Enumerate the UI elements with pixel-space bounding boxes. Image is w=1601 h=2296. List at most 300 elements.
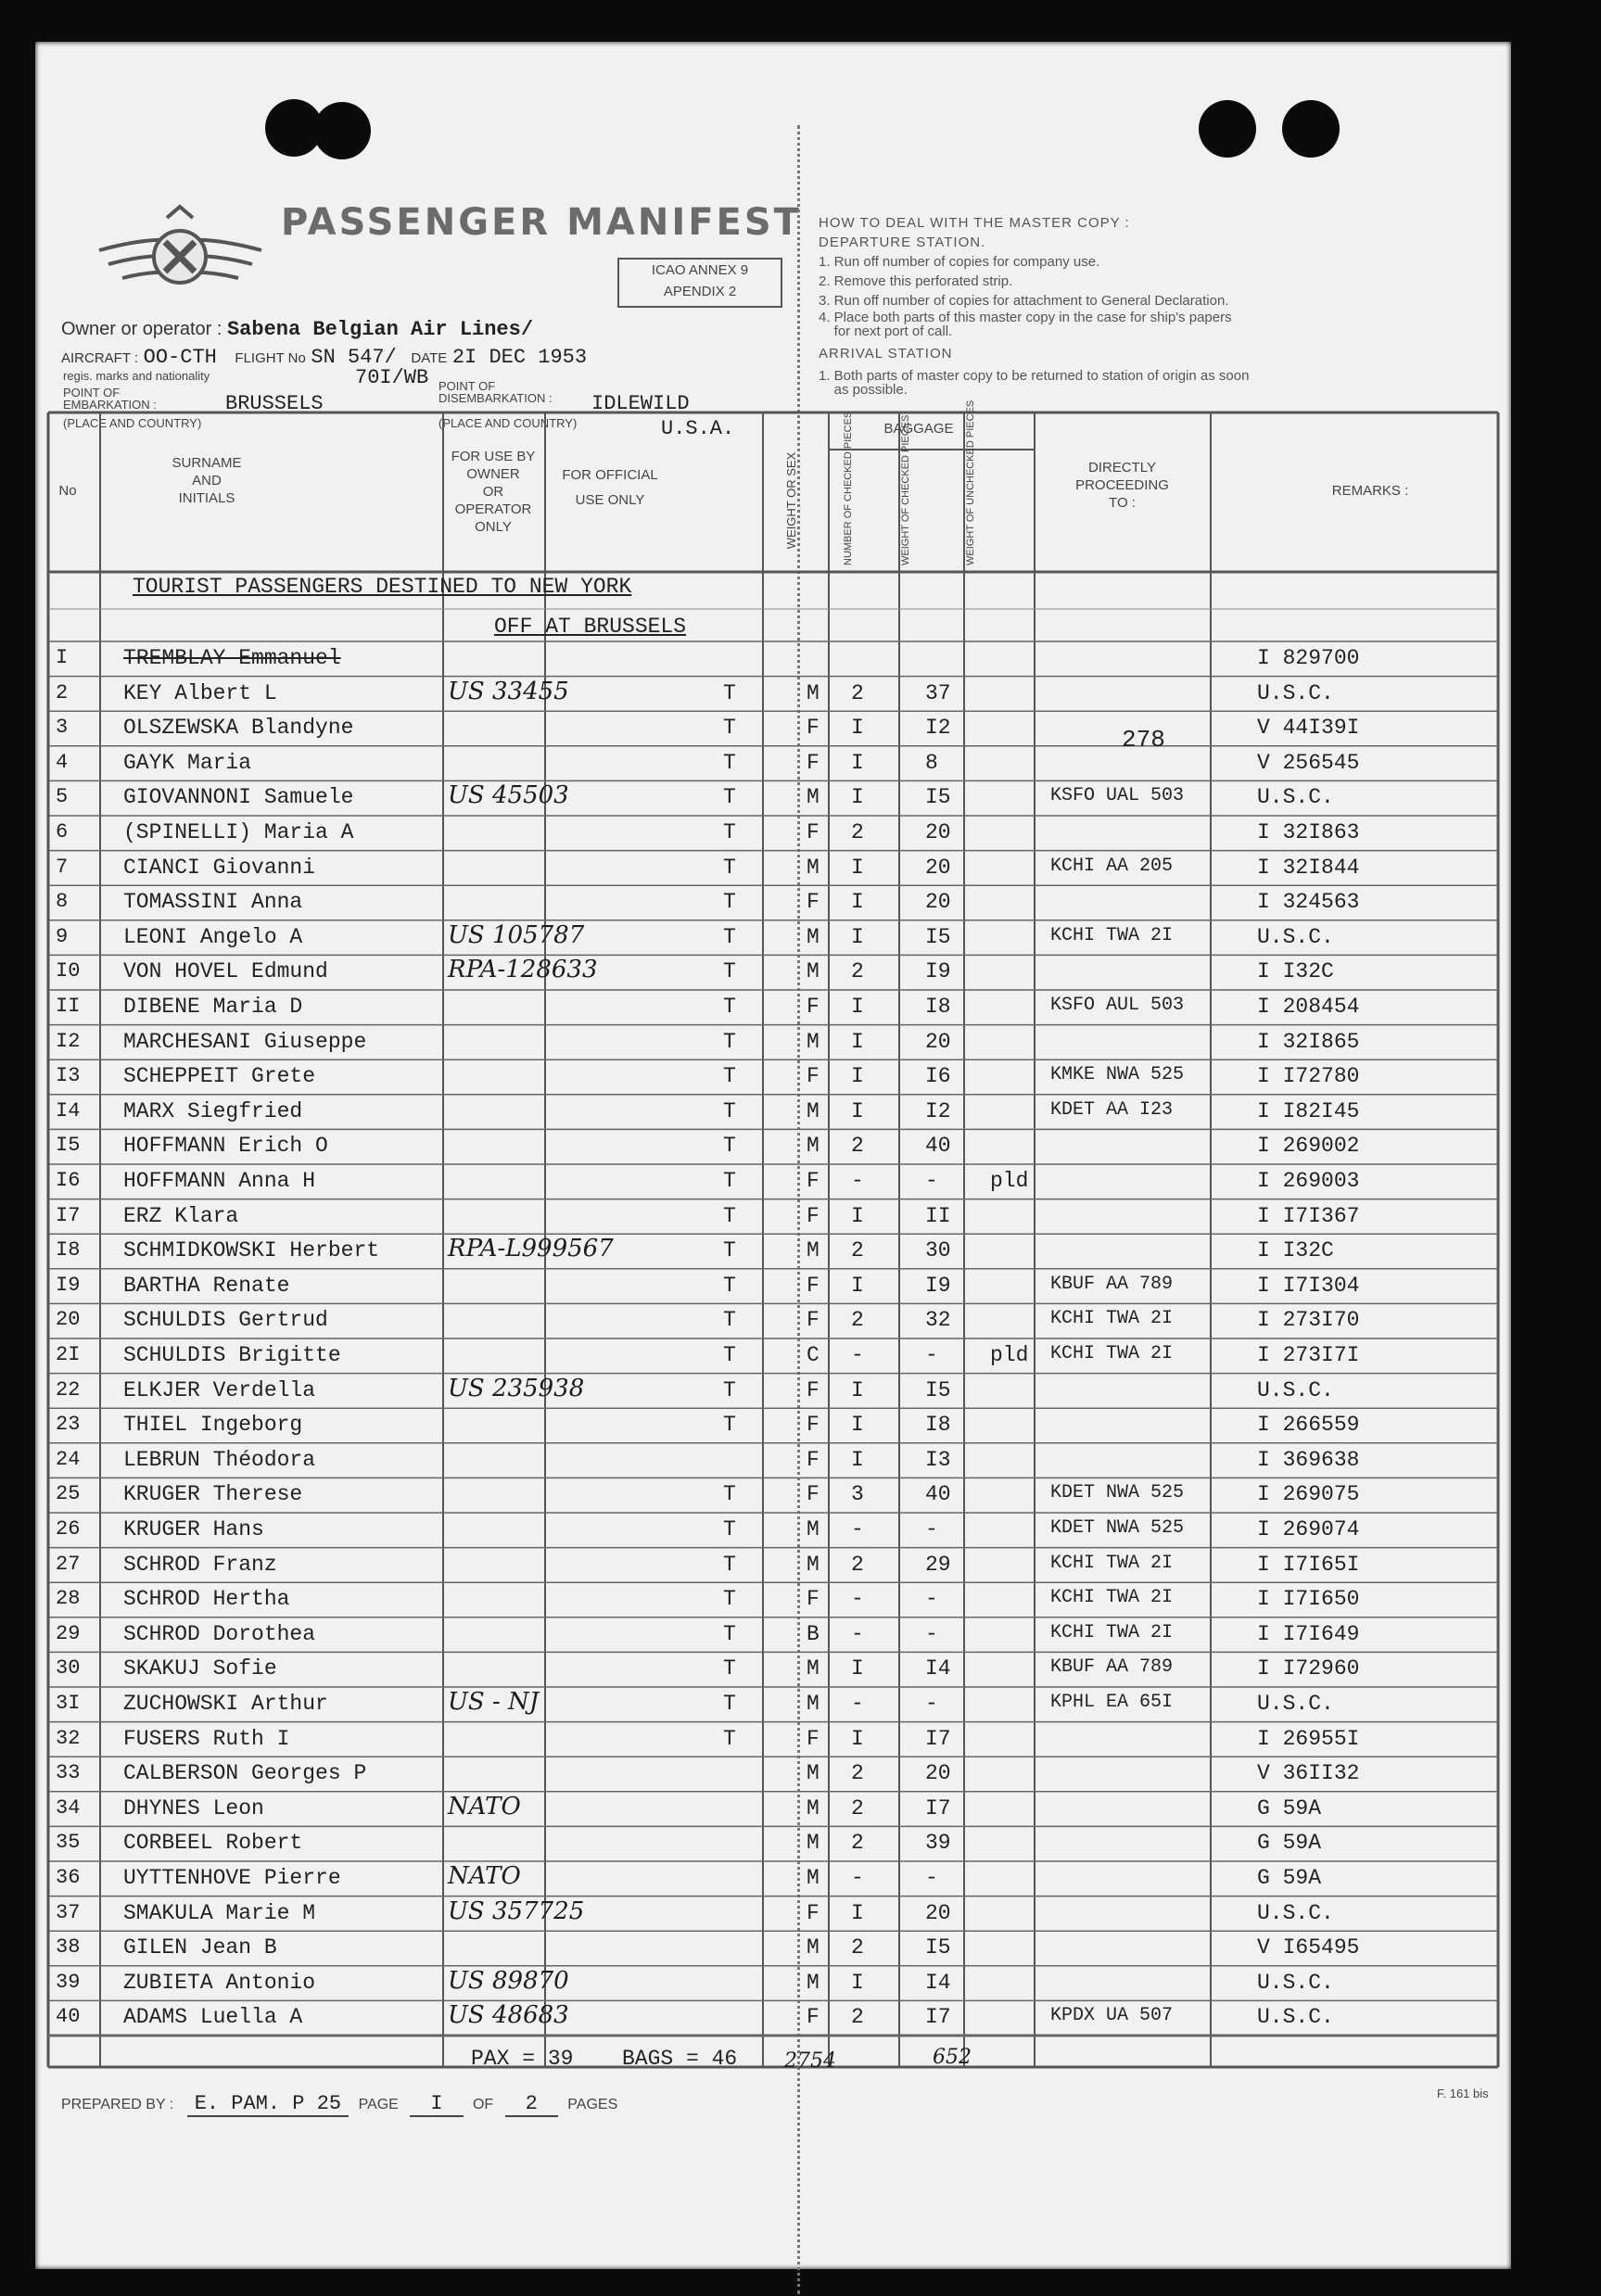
header-no: No [58,483,77,499]
sex-code: M [807,1517,820,1541]
checked-weight: I4 [925,1656,951,1681]
stamp-number: 278 [1122,726,1165,754]
proceeding-to: KBUF AA 789 [1050,1656,1174,1679]
remarks: U.S.C. [1257,924,1334,949]
checked-pieces: 2 [851,1761,864,1786]
class-code: T [723,1621,736,1646]
proceeding-to: KPDX UA 507 [1050,2005,1174,2027]
row-number: 23 [56,1413,81,1437]
row-number: 22 [56,1377,81,1402]
checked-weight: 40 [925,1482,951,1507]
checked-weight: I8 [925,995,951,1019]
total-checked: 652 [933,2046,972,2069]
checked-pieces: 3 [851,1482,864,1507]
checked-weight: I4 [925,1970,951,1995]
row-number: 3I [56,1692,81,1715]
owner-reference: NATO [448,1792,521,1820]
class-code: T [723,750,736,775]
sex-code: F [807,750,820,775]
passenger-name: ADAMS Luella A [123,2005,303,2030]
row-number: 36 [56,1866,81,1889]
remarks: G 59A [1257,1795,1322,1820]
header-proceeding [1036,459,1208,512]
row-number: I5 [56,1134,81,1158]
class-code: T [723,1203,736,1228]
remarks: I 829700 [1257,646,1360,670]
row-number: 6 [56,820,69,844]
row-number: 38 [56,1935,81,1960]
row-number: 27 [56,1552,81,1576]
checked-weight: - [925,1343,938,1367]
owner-reference: RPA-128633 [448,956,598,984]
flight-suffix: 70I/WB [355,366,429,389]
checked-weight: I2 [925,1098,951,1123]
remarks: I 266559 [1257,1413,1360,1438]
owner-reference: US 33455 [448,677,569,705]
header-owner-use [443,448,543,536]
row-number: 40 [56,2005,81,2029]
form-code: F. 161 bis [1437,2087,1489,2100]
remarks: I I32C [1257,959,1334,984]
embark-label: POINT OF EMBARKATION : [63,386,157,412]
disembark-label: POINT OF DISEMBARKATION : [438,379,553,405]
header-official [550,466,670,509]
header-checked-weight: WEIGHT OF CHECKED PIECES [900,414,911,565]
checked-pieces: I [851,1726,864,1751]
header-baggage: BAGGAGE [883,421,954,437]
sex-code: F [807,2005,820,2030]
header-line: INITIALS [178,490,235,506]
class-code: T [723,1656,736,1681]
row-number: 25 [56,1482,81,1506]
sex-code: B [807,1621,820,1646]
checked-pieces: - [851,1621,864,1646]
row-number: I [56,646,69,669]
remarks: I 269003 [1257,1169,1360,1193]
passenger-name: GIOVANNONI Samuele [123,785,354,810]
proceeding-to: KCHI TWA 2I [1050,924,1174,946]
sex-code: M [807,1692,820,1716]
remarks: I I7I304 [1257,1273,1360,1298]
sex-code: M [807,680,820,705]
header-line: OWNER [466,466,520,482]
checked-weight: 40 [925,1134,951,1159]
date-value: 2I DEC 1953 [451,346,588,369]
class-code: T [723,680,736,705]
passenger-name: CORBEEL Robert [123,1831,303,1856]
checked-weight: I9 [925,1273,951,1298]
passenger-name: UYTTENHOVE Pierre [123,1866,341,1890]
checked-weight: 20 [925,1761,951,1786]
checked-pieces: 2 [851,1552,864,1577]
proceeding-to: KCHI TWA 2I [1050,1621,1174,1643]
disembark-country: U.S.A. [661,417,735,440]
remarks: I 32I863 [1257,820,1360,844]
row-number: 26 [56,1517,81,1541]
page-label: PAGE [358,2097,399,2112]
sex-code: F [807,1900,820,1925]
row-number: 24 [56,1447,81,1471]
class-code: T [723,995,736,1019]
owner-reference: US 89870 [448,1966,569,1995]
class-code: T [723,1343,736,1367]
passenger-name: ELKJER Verdella [123,1377,316,1402]
checked-pieces: I [851,1656,864,1681]
checked-pieces: - [851,1587,864,1612]
passenger-name: SCHULDIS Brigitte [123,1343,341,1367]
total-weight: 2754 [784,2049,836,2073]
row-number: I9 [56,1273,81,1297]
row-number: 9 [56,924,69,948]
checked-pieces: - [851,1343,864,1367]
remarks: I 269002 [1257,1134,1360,1159]
checked-weight: - [925,1517,938,1541]
prepared-label: PREPARED BY : [61,2097,174,2112]
of-value: 2 [505,2092,558,2117]
sex-code: F [807,1169,820,1193]
row-number: 34 [56,1795,81,1820]
remarks: I I82I45 [1257,1098,1360,1123]
checked-weight: - [925,1587,938,1612]
remarks: I I7I649 [1257,1621,1360,1646]
instruction-item: 1. Both parts of master copy to be returned to station of origin as soon [819,368,1250,384]
passenger-name: HOFFMANN Anna H [123,1169,316,1193]
embark-value: BRUSSELS [225,392,324,415]
passenger-name: SCHULDIS Gertrud [123,1308,328,1333]
passenger-name: KEY Albert L [123,680,277,705]
class-code: T [723,1377,736,1402]
checked-pieces: I [851,1203,864,1228]
checked-pieces: I [851,924,864,949]
passenger-name: ZUCHOWSKI Arthur [123,1692,328,1716]
header-remarks: REMARKS : [1331,483,1409,499]
remarks: I I7I367 [1257,1203,1360,1228]
remarks: V 44I39I [1257,716,1360,741]
header-line: DIRECTLY [1087,460,1157,476]
remarks: I 269075 [1257,1482,1360,1507]
remarks: I 208454 [1257,995,1360,1019]
row-number: 32 [56,1726,81,1750]
disembark-value: IDLEWILD [591,392,690,415]
sex-code: F [807,1064,820,1089]
flight-value: SN 547/ [311,346,397,369]
remarks: V 256545 [1257,750,1360,775]
proceeding-to: KDET AA I23 [1050,1098,1174,1121]
passenger-name: SCHROD Franz [123,1552,277,1577]
sex-code: M [807,1866,820,1890]
sex-code: M [807,785,820,810]
remarks: I 273I7I [1257,1343,1360,1367]
sex-code: F [807,1377,820,1402]
remarks: I I72960 [1257,1656,1360,1681]
class-code: T [723,1169,736,1193]
sex-code: M [807,855,820,880]
proceeding-to: KCHI AA 205 [1050,855,1174,877]
header-checked-pieces: NUMBER OF CHECKED PIECES [843,411,854,565]
class-code: T [723,1134,736,1159]
header-line: PROCEEDING [1075,477,1169,493]
row-number: 5 [56,785,69,809]
remarks: U.S.C. [1257,1970,1334,1995]
embark-sub: (PLACE AND COUNTRY) [63,416,202,430]
checked-pieces: 2 [851,1935,864,1960]
header-line: USE ONLY [575,492,645,508]
class-code: T [723,785,736,810]
class-code: T [723,1517,736,1541]
total-bags: BAGS = 46 [622,2047,738,2071]
proceeding-to: KMKE NWA 525 [1050,1064,1185,1086]
sex-code: F [807,1308,820,1333]
checked-weight: I5 [925,1377,951,1402]
row-number: 37 [56,1900,81,1924]
sex-code: M [807,1935,820,1960]
passenger-name: ZUBIETA Antonio [123,1970,316,1995]
checked-weight: I7 [925,1795,951,1820]
proceeding-to: KCHI TWA 2I [1050,1587,1174,1609]
passenger-name: OLSZEWSKA Blandyne [123,716,354,741]
owner-reference: US 48683 [448,2001,569,2030]
proceeding-to: KCHI TWA 2I [1050,1308,1174,1330]
class-code: T [723,1098,736,1123]
page-value: I [410,2092,463,2117]
instructions-arrival: ARRIVAL STATION [819,346,953,362]
row-number: II [56,995,81,1018]
sex-code: M [807,1831,820,1856]
header-line: ONLY [475,519,512,535]
row-number: 7 [56,855,69,879]
remarks: V 36II32 [1257,1761,1360,1786]
checked-weight: - [925,1169,938,1193]
class-code: T [723,1692,736,1716]
checked-pieces: I [851,1900,864,1925]
sex-code: M [807,1970,820,1995]
row-number: 28 [56,1587,81,1611]
of-label: OF [472,2097,494,2112]
passenger-name: LEONI Angelo A [123,924,303,949]
sex-code: M [807,959,820,984]
header-line: FOR USE BY [451,449,536,464]
checked-pieces: I [851,1377,864,1402]
passenger-name: MARCHESANI Giuseppe [123,1029,367,1054]
checked-weight: 8 [925,750,938,775]
checked-weight: 20 [925,1900,951,1925]
remarks: I I32C [1257,1238,1334,1263]
remarks: I 273I70 [1257,1308,1360,1333]
checked-weight: I5 [925,1935,951,1960]
sex-code: M [807,1656,820,1681]
instruction-item: 4. Place both parts of this master copy in the case for ship's papers [819,310,1232,325]
instruction-item: for next port of call. [819,323,953,339]
checked-weight: 20 [925,855,951,880]
sex-code: M [807,1552,820,1577]
owner-reference: RPA-L999567 [448,1235,614,1263]
passenger-name: HOFFMANN Erich O [123,1134,328,1159]
checked-weight: 29 [925,1552,951,1577]
sex-code: F [807,716,820,741]
owner-label: Owner or operator : [61,319,222,339]
row-number: 8 [56,890,69,914]
row-number: 39 [56,1970,81,1994]
class-code: T [723,1552,736,1577]
sex-code: M [807,1761,820,1786]
proceeding-to: KDET NWA 525 [1050,1517,1185,1539]
sex-code: M [807,1098,820,1123]
passenger-name: TREMBLAY Emmanuel [123,646,341,670]
checked-weight: 20 [925,1029,951,1054]
row-number: I2 [56,1029,81,1053]
sex-code: F [807,1726,820,1751]
header-line: SURNAME [172,455,242,471]
row-number: 30 [56,1656,81,1681]
sex-code: F [807,1203,820,1228]
passenger-name: SCHMIDKOWSKI Herbert [123,1238,380,1263]
remarks: I I7I65I [1257,1552,1360,1577]
date-label: DATE [411,350,448,366]
prepared-value: E. PAM. P 25 [187,2092,349,2117]
owner-reference: US - NJ [448,1688,540,1716]
checked-pieces: - [851,1517,864,1541]
checked-weight: 20 [925,890,951,915]
header-surname [100,454,313,507]
checked-pieces: I [851,1413,864,1438]
checked-pieces: I [851,750,864,775]
instruction-item: 3. Run off number of copies for attachment to General Declaration. [819,293,1229,309]
checked-pieces: 2 [851,1831,864,1856]
sex-code: F [807,1273,820,1298]
checked-weight: - [925,1866,938,1890]
row-number: I8 [56,1238,81,1262]
checked-weight: I9 [925,959,951,984]
owner-value: Sabena Belgian Air Lines/ [226,318,534,341]
remarks: I 269074 [1257,1517,1360,1541]
passenger-name: DHYNES Leon [123,1795,264,1820]
class-code: T [723,1238,736,1263]
remarks: I 324563 [1257,890,1360,915]
row-number: I0 [56,959,81,983]
annex-line: APENDIX 2 [663,284,737,299]
checked-weight: I7 [925,2005,951,2030]
row-number: 3 [56,716,69,740]
header-line: TO : [1109,495,1136,511]
checked-pieces: 2 [851,1308,864,1333]
checked-pieces: 2 [851,959,864,984]
row-number: 2 [56,680,69,704]
aircraft-value: OO-CTH [143,346,217,369]
checked-pieces: I [851,716,864,741]
checked-pieces: I [851,1029,864,1054]
proceeding-to: KCHI TWA 2I [1050,1552,1174,1574]
owner-reference: US 45503 [448,781,569,810]
checked-pieces: I [851,1970,864,1995]
unchecked-weight: pld [990,1343,1029,1367]
passenger-name: CALBERSON Georges P [123,1761,367,1786]
instructions-departure: DEPARTURE STATION. [819,235,986,250]
checked-pieces: I [851,1273,864,1298]
instruction-item: 1. Run off number of copies for company use. [819,254,1100,270]
checked-weight: 32 [925,1308,951,1333]
remarks: V I65495 [1257,1935,1360,1960]
row-number: 20 [56,1308,81,1332]
checked-weight: I3 [925,1447,951,1472]
passenger-name: ERZ Klara [123,1203,239,1228]
remarks: U.S.C. [1257,785,1334,810]
proceeding-to: KCHI TWA 2I [1050,1343,1174,1364]
owner-reference: US 235938 [448,1374,585,1402]
checked-weight: 39 [925,1831,951,1856]
sex-code: M [807,1238,820,1263]
row-number: I6 [56,1169,81,1192]
proceeding-to: KBUF AA 789 [1050,1273,1174,1295]
row-number: I3 [56,1064,81,1088]
instruction-item: as possible. [819,382,908,398]
disembark-sub: (PLACE AND COUNTRY) [438,416,578,430]
checked-pieces: 2 [851,1238,864,1263]
checked-pieces: I [851,1098,864,1123]
sex-code: M [807,924,820,949]
row-number: I4 [56,1098,81,1123]
checked-weight: I5 [925,924,951,949]
checked-pieces: I [851,1064,864,1089]
pages-label: PAGES [567,2097,618,2112]
proceeding-to: KPHL EA 65I [1050,1692,1174,1713]
proceeding-to: KDET NWA 525 [1050,1482,1185,1504]
passenger-name: VON HOVEL Edmund [123,959,328,984]
class-code: T [723,1308,736,1333]
checked-pieces: 2 [851,2005,864,2030]
class-code: T [723,1587,736,1612]
passenger-name: SKAKUJ Sofie [123,1656,277,1681]
remarks: U.S.C. [1257,680,1334,705]
header-line: AND [192,473,222,488]
instruction-item: 2. Remove this perforated strip. [819,273,1013,289]
class-code: T [723,1064,736,1089]
checked-weight: I6 [925,1064,951,1089]
passenger-name: SCHROD Dorothea [123,1621,316,1646]
passenger-name: CIANCI Giovanni [123,855,316,880]
class-code: T [723,890,736,915]
flight-label: FLIGHT No [235,350,306,366]
total-pax: PAX = 39 [471,2047,574,2071]
remarks: I 32I844 [1257,855,1360,880]
passenger-name: (SPINELLI) Maria A [123,820,354,844]
checked-weight: I7 [925,1726,951,1751]
owner-reference: NATO [448,1862,521,1890]
class-code: T [723,1726,736,1751]
checked-pieces: - [851,1866,864,1890]
class-code: T [723,924,736,949]
sex-code: F [807,995,820,1019]
passenger-name: GILEN Jean B [123,1935,277,1960]
footer-prepared [61,2092,617,2115]
passenger-name: THIEL Ingeborg [123,1413,303,1438]
remarks: U.S.C. [1257,1692,1334,1716]
sex-code: M [807,1795,820,1820]
unchecked-weight: pld [990,1169,1029,1193]
sex-code: F [807,890,820,915]
instructions-title: HOW TO DEAL WITH THE MASTER COPY : [819,215,1130,231]
row-number: 4 [56,750,69,774]
sex-code: F [807,1587,820,1612]
owner-reference: US 357725 [448,1896,585,1925]
remarks: I 32I865 [1257,1029,1360,1054]
class-code: T [723,1482,736,1507]
passenger-name: TOMASSINI Anna [123,890,303,915]
passenger-name: KRUGER Hans [123,1517,264,1541]
checked-weight: - [925,1621,938,1646]
manifest-sheet [35,42,1511,2269]
remarks: I I7I650 [1257,1587,1360,1612]
row-number: 2I [56,1343,81,1366]
